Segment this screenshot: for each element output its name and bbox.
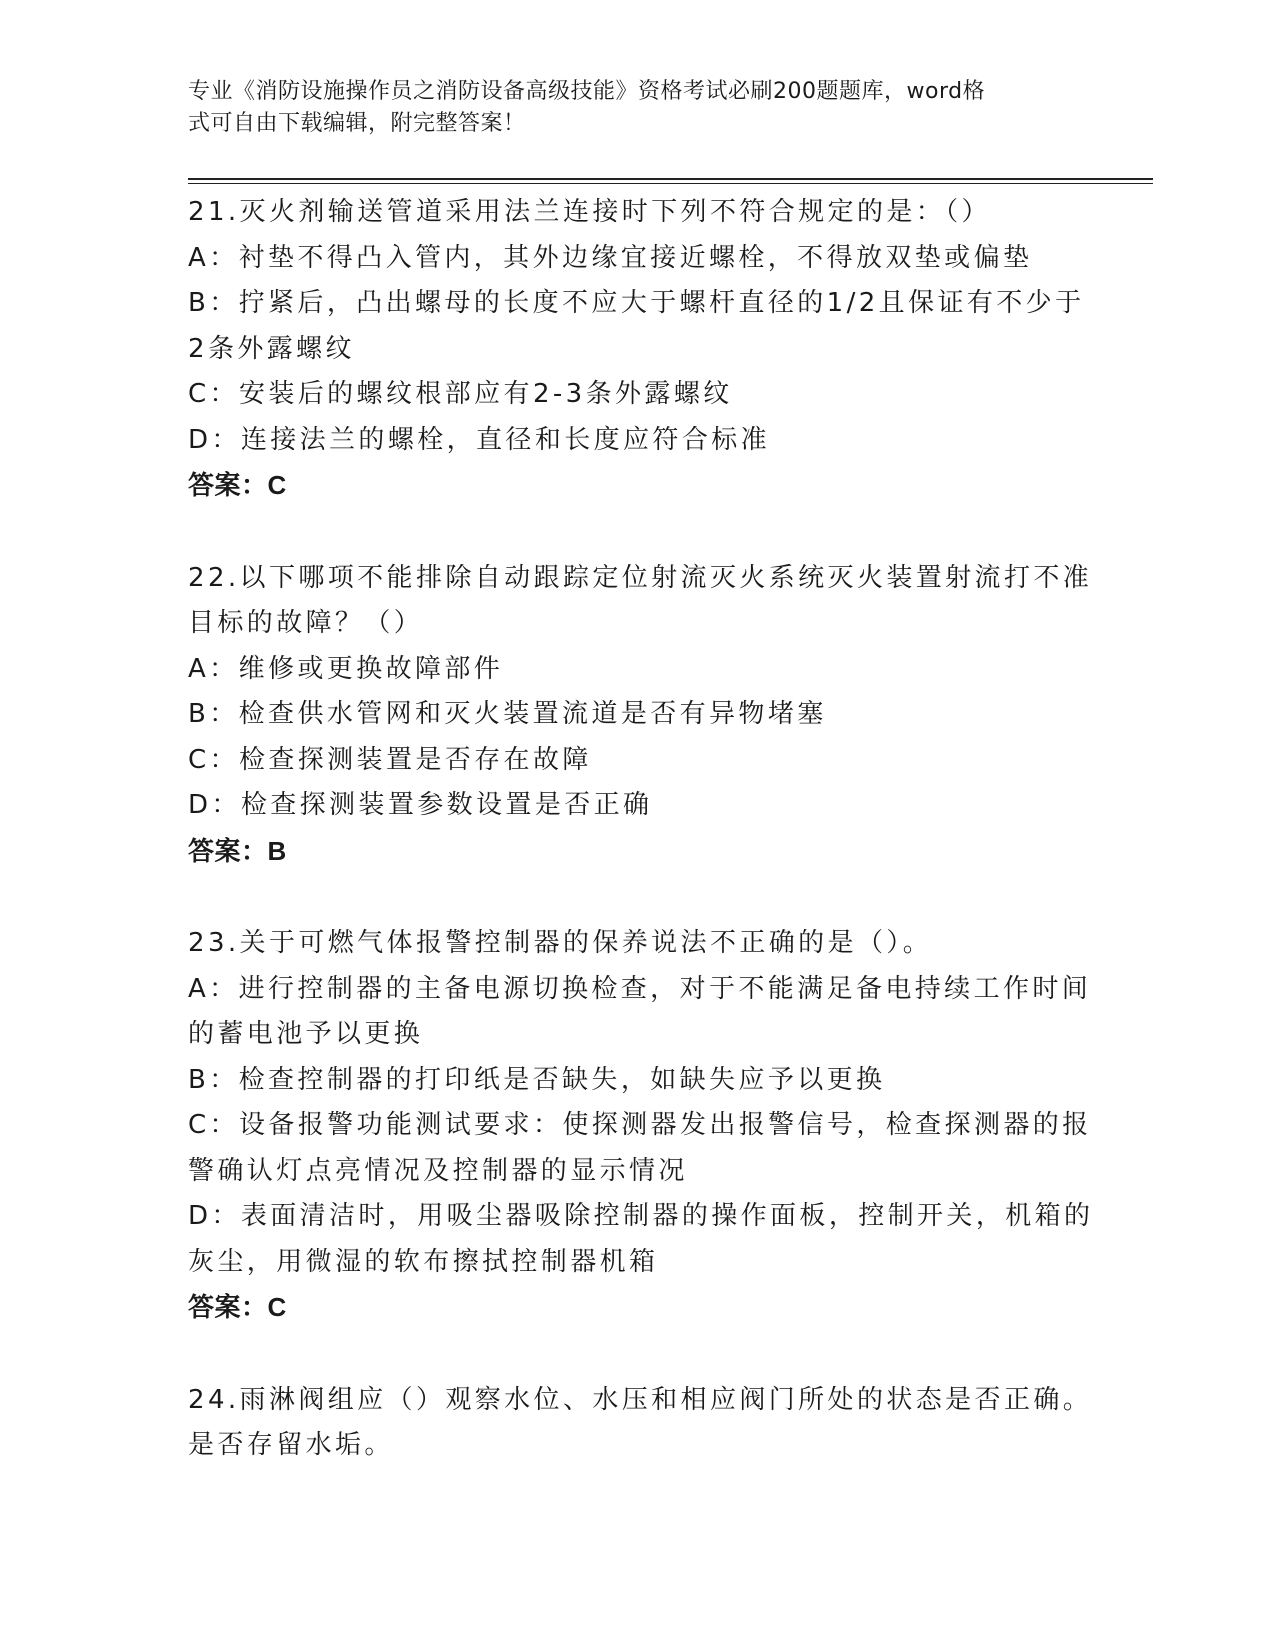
header-line-2: 式可自由下载编辑，附完整答案！ xyxy=(188,111,526,136)
option-d-continued: 灰尘，用微湿的软布擦拭控制器机箱 xyxy=(188,1246,659,1277)
answer-label: 答案： xyxy=(188,471,268,501)
answer-line xyxy=(188,463,1088,510)
option-c: C：设备报警功能测试要求：使探测器发出报警信号，检查探测器的报 xyxy=(188,1110,1092,1140)
question-block xyxy=(188,1378,1093,1469)
question-list xyxy=(188,190,1094,1469)
answer-line xyxy=(188,829,1088,876)
option-b: B：检查供水管网和灭火装置流道是否有异物堵塞 xyxy=(188,699,827,729)
option-a: A：衬垫不得凸入管内，其外边缘宜接近螺栓，不得放双垫或偏垫 xyxy=(188,242,1033,273)
option-d: D：检查探测装置参数设置是否正确 xyxy=(188,790,653,820)
option-c: C：检查探测装置是否存在故障 xyxy=(188,744,592,775)
question-stem: 21.灭火剂输送管道采用法兰连接时下列不符合规定的是：（） xyxy=(188,197,991,227)
answer-line xyxy=(188,1285,1088,1332)
option-c-continued: 警确认灯点亮情况及控制器的显示情况 xyxy=(188,1155,688,1186)
option-a: A：进行控制器的主备电源切换检查，对于不能满足备电持续工作时间 xyxy=(188,973,1092,1004)
document-header xyxy=(188,76,1068,140)
option-c: C：安装后的螺纹根部应有2-3条外露螺纹 xyxy=(188,379,733,409)
option-d: D：连接法兰的螺栓，直径和长度应符合标准 xyxy=(188,424,771,455)
option-a-continued: 的蓄电池予以更换 xyxy=(188,1019,424,1049)
question-stem: 22.以下哪项不能排除自动跟踪定位射流灭火系统灭火装置射流打不准 xyxy=(188,562,1093,593)
answer-value: C xyxy=(267,470,287,500)
question-stem-continued: 是否存留水垢。 xyxy=(188,1430,394,1460)
answer-value: C xyxy=(267,1292,287,1322)
option-b-continued: 2条外露螺纹 xyxy=(188,333,355,364)
option-b: B：拧紧后，凸出螺母的长度不应大于螺杆直径的1/2且保证有不少于 xyxy=(188,288,1085,318)
question-block xyxy=(188,556,1093,876)
header-divider-thin xyxy=(188,183,1153,184)
question-stem: 23.关于可燃气体报警控制器的保养说法不正确的是（）。 xyxy=(188,928,933,958)
header-line-1: 专业《消防设施操作员之消防设备高级技能》资格考试必刷200题题库，word格 xyxy=(188,79,986,104)
question-stem-continued: 目标的故障？（） xyxy=(188,608,424,638)
option-b: B：检查控制器的打印纸是否缺失，如缺失应予以更换 xyxy=(188,1064,886,1095)
header-divider-thick xyxy=(188,178,1153,180)
answer-label: 答案： xyxy=(188,1293,268,1323)
answer-value: B xyxy=(267,835,287,866)
option-d: D：表面清洁时，用吸尘器吸除控制器的操作面板，控制开关，机箱的 xyxy=(188,1201,1094,1231)
question-block xyxy=(188,921,1094,1332)
answer-label: 答案： xyxy=(188,836,268,867)
question-block xyxy=(188,190,1088,510)
question-stem: 24.雨淋阀组应（）观察水位、水压和相应阀门所处的状态是否正确。 xyxy=(188,1384,1093,1415)
option-a: A：维修或更换故障部件 xyxy=(188,653,504,684)
